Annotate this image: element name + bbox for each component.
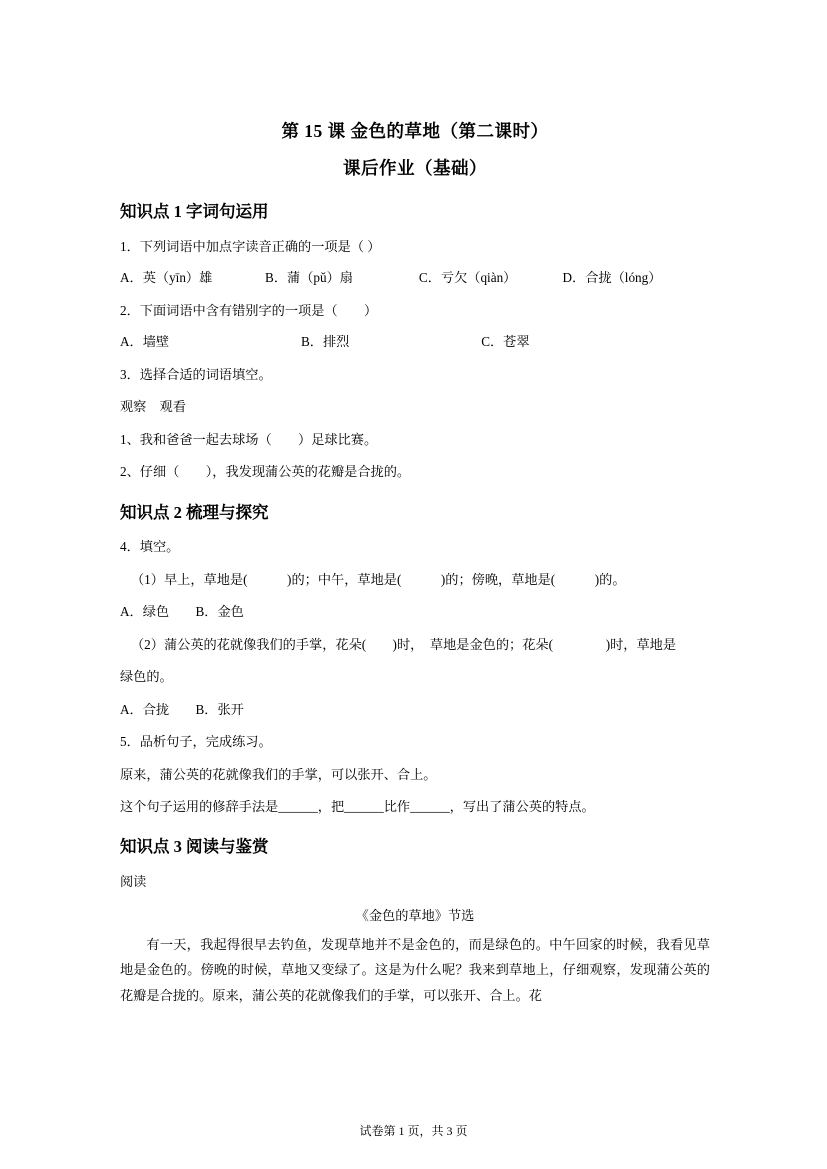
document-content bbox=[120, 118, 710, 1009]
question-3-stem: 3．选择合适的词语填空。 bbox=[120, 366, 272, 382]
question-4-part-1-options: A．绿色 B．金色 bbox=[120, 604, 244, 620]
page-footer: 试卷第 1 页，共 3 页 bbox=[359, 1124, 468, 1138]
question-5-stem: 5．品析句子，完成练习。 bbox=[120, 734, 272, 750]
page-title: 第 15 课 金色的草地（第二课时） bbox=[281, 121, 549, 141]
question-4-stem: 4．填空。 bbox=[120, 539, 180, 555]
question-4-part-2-cont: 绿色的。 bbox=[120, 669, 173, 685]
passage-title: 《金色的草地》节选 bbox=[355, 907, 475, 923]
question-5-fill: 这个句子运用的修辞手法是______，把______比作______，写出了蒲公英的特点。 bbox=[120, 799, 595, 814]
section-heading-1: 知识点 1 字词句运用 bbox=[120, 202, 269, 222]
question-1-stem: 1．下列词语中加点字读音正确的一项是（ ） bbox=[120, 239, 381, 254]
reading-label: 阅读 bbox=[120, 874, 147, 890]
question-1-options: A．英（yīn）雄 B．蒲（pǔ）扇 C．亏欠（qiàn） D．合拢（lóng） bbox=[120, 270, 662, 286]
question-5-sentence: 原来，蒲公英的花就像我们的手掌，可以张开、合上。 bbox=[120, 766, 437, 782]
question-4-part-2-options: A．合拢 B．张开 bbox=[120, 701, 244, 717]
question-3-wordbank: 观察 观看 bbox=[120, 399, 186, 415]
question-4-part-1: （1）早上，草地是( )的；中午，草地是( )的；傍晚，草地是( )的。 bbox=[131, 571, 626, 587]
section-heading-2: 知识点 2 梳理与探究 bbox=[120, 502, 269, 522]
question-3-blank-2: 2、仔细（ ），我发现蒲公英的花瓣是合拢的。 bbox=[120, 464, 411, 480]
page-subtitle: 课后作业（基础） bbox=[343, 158, 487, 179]
question-3-blank-1: 1、我和爸爸一起去球场（ ）足球比赛。 bbox=[120, 431, 378, 447]
question-4-part-2: （2）蒲公英的花就像我们的手掌，花朵( )时， 草地是金色的；花朵( )时，草地是 bbox=[131, 636, 677, 652]
question-2-options: A．墙壁 B．排烈 C．苍翠 bbox=[120, 334, 530, 350]
question-2-stem: 2．下面词语中含有错别字的一项是（ ） bbox=[120, 302, 378, 318]
section-heading-3: 知识点 3 阅读与鉴赏 bbox=[120, 837, 269, 857]
passage-body: 有一天，我起得很早去钓鱼，发现草地并不是金色的，而是绿色的。中午回家的时候，我看见草地是金色的。傍晚的时候，草地又变绿了。这是为什么呢？我来到草地上，仔细观察，发现蒲公英的花瓣是合拢的。原来，蒲公英的花就像我们的手掌，可以张开、合上。花 bbox=[120, 936, 710, 1004]
